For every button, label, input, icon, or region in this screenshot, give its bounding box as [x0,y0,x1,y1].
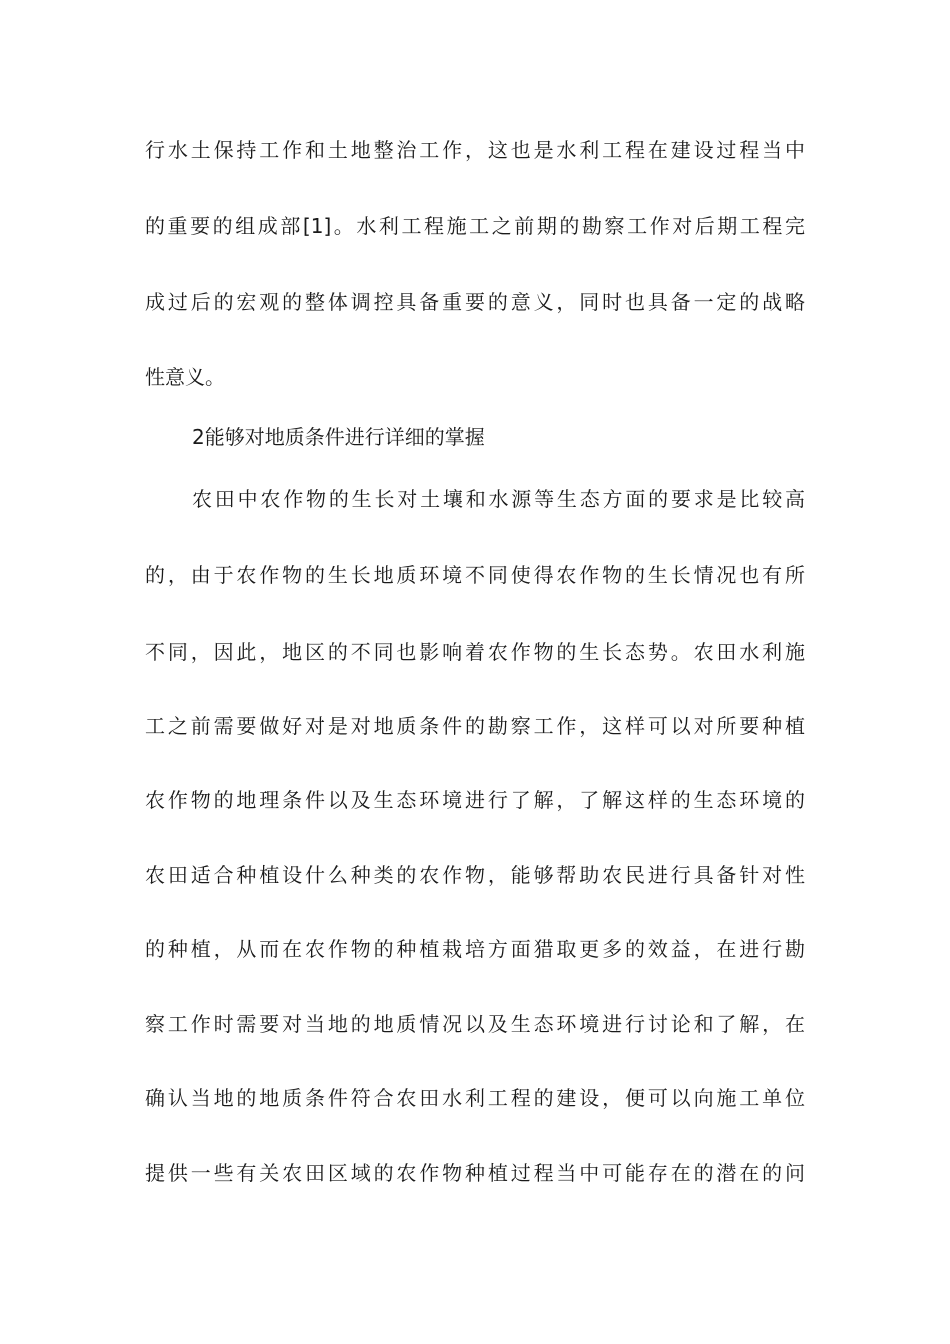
paragraph-1-line-3: 成过后的宏观的整体调控具备重要的意义，同时也具备一定的战略 [145,290,805,314]
paragraph-1-line-2: 的重要的组成部[1]。水利工程施工之前期的勘察工作对后期工程完 [145,214,805,238]
paragraph-2-line-5: 农作物的地理条件以及生态环境进行了解，了解这样的生态环境的 [145,788,805,812]
paragraph-1-line-4: 性意义。 [145,365,225,389]
paragraph-2-line-10: 提供一些有关农田区域的农作物种植过程当中可能存在的潜在的问 [145,1161,805,1185]
paragraph-2-line-2: 的，由于农作物的生长地质环境不同使得农作物的生长情况也有所 [145,563,805,587]
paragraph-2-line-9: 确认当地的地质条件符合农田水利工程的建设，便可以向施工单位 [145,1086,805,1110]
paragraph-2-line-6: 农田适合种植设什么种类的农作物，能够帮助农民进行具备针对性 [145,863,805,887]
paragraph-2-line-1: 农田中农作物的生长对土壤和水源等生态方面的要求是比较高 [192,487,805,511]
paragraph-2-line-7: 的种植，从而在农作物的种植栽培方面猎取更多的效益，在进行勘 [145,937,805,961]
paragraph-1-line-1: 行水土保持工作和土地整治工作，这也是水利工程在建设过程当中 [145,138,805,162]
paragraph-2-line-8: 察工作时需要对当地的地质情况以及生态环境进行讨论和了解，在 [145,1012,805,1036]
paragraph-2-line-4: 工之前需要做好对是对地质条件的勘察工作，这样可以对所要种植 [145,714,805,738]
section-heading: 2能够对地质条件进行详细的掌握 [192,425,485,449]
paragraph-2-line-3: 不同，因此，地区的不同也影响着农作物的生长态势。农田水利施 [145,640,805,664]
